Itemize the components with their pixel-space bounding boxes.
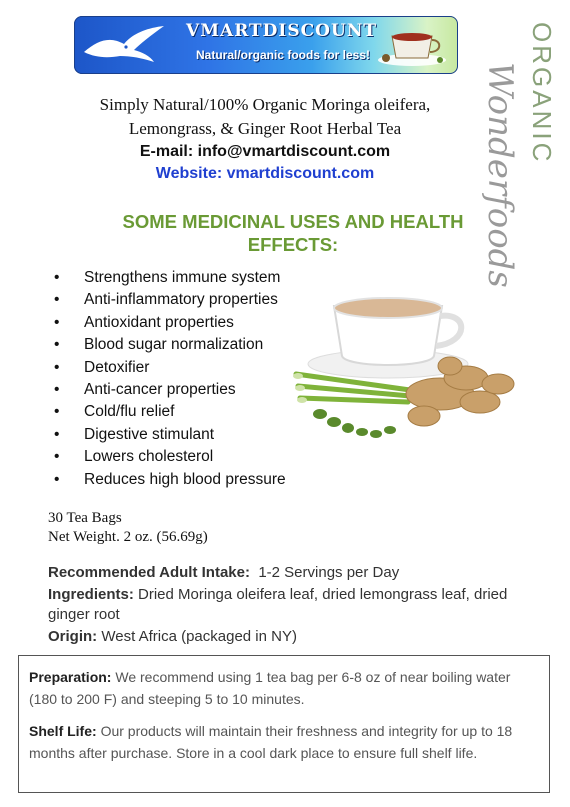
ingredients-label: Ingredients:: [48, 586, 134, 603]
uses-list: [54, 267, 286, 491]
organic-logo-text: ORGANIC: [527, 22, 557, 165]
intake-label: Recommended Adult Intake:: [48, 564, 250, 581]
list-item: • Detoxifier: [54, 357, 286, 379]
preparation-note: [29, 666, 539, 710]
website-contact: Website: vmartdiscount.com: [155, 165, 375, 182]
list-item: • Reduces high blood pressure: [54, 469, 286, 491]
origin-label: Origin:: [48, 628, 98, 645]
seagull-logo-icon: [80, 22, 166, 68]
list-item: • Digestive stimulant: [54, 424, 286, 446]
recommended-intake: [48, 563, 548, 583]
brand-tagline: Natural/organic foods for less!: [196, 48, 371, 62]
uses-heading: SOME MEDICINAL USES AND HEALTH EFFECTS:: [122, 211, 464, 255]
email-contact: E-mail: info@vmartdiscount.com: [139, 143, 391, 160]
origin-value: West Africa (packaged in NY): [101, 628, 297, 645]
ingredients: [48, 585, 548, 625]
shelf-life-text: Our products will maintain their freshness and integrity for up to 18 months after purchase. Store in a cool dark place to ensure full shelf life.: [29, 723, 513, 761]
brand-name: VMARTDISCOUNT: [186, 21, 378, 41]
tea-ginger-lemongrass-image: [290, 282, 530, 442]
product-title-line1: Simply Natural/100% Organic Moringa oleifera,: [99, 95, 431, 114]
list-item: • Anti-inflammatory properties: [54, 289, 286, 311]
shelf-life-label: Shelf Life:: [29, 723, 97, 739]
organic-wonderfoods-logo: [480, 18, 557, 288]
tea-bag-count: 30 Tea Bags: [48, 510, 122, 526]
preparation-text: We recommend using 1 tea bag per 6-8 oz of near boiling water (180 to 200 F) and steeping 5 to 10 minutes.: [29, 669, 511, 707]
list-item: • Lowers cholesterol: [54, 446, 286, 468]
product-title-line2: Lemongrass, & Ginger Root Herbal Tea: [128, 119, 402, 138]
preparation-label: Preparation:: [29, 669, 112, 685]
list-item: • Strengthens immune system: [54, 267, 286, 289]
intake-value: 1-2 Servings per Day: [258, 564, 400, 581]
origin: [48, 627, 548, 647]
list-item: • Anti-cancer properties: [54, 379, 286, 401]
list-item: • Cold/flu relief: [54, 401, 286, 423]
brand-banner: [74, 16, 458, 74]
shelf-life-note: [29, 720, 539, 764]
preparation-shelf-life-box: [18, 655, 550, 793]
tea-cup-icon: [372, 22, 452, 68]
wonderfoods-logo-text: Wonderfoods: [480, 62, 520, 288]
net-weight: Net Weight. 2 oz. (56.69g): [48, 529, 208, 545]
list-item: • Antioxidant properties: [54, 312, 286, 334]
ingredients-value: Dried Moringa oleifera leaf, dried lemongrass leaf, dried ginger root: [48, 586, 508, 623]
list-item: • Blood sugar normalization: [54, 334, 286, 356]
